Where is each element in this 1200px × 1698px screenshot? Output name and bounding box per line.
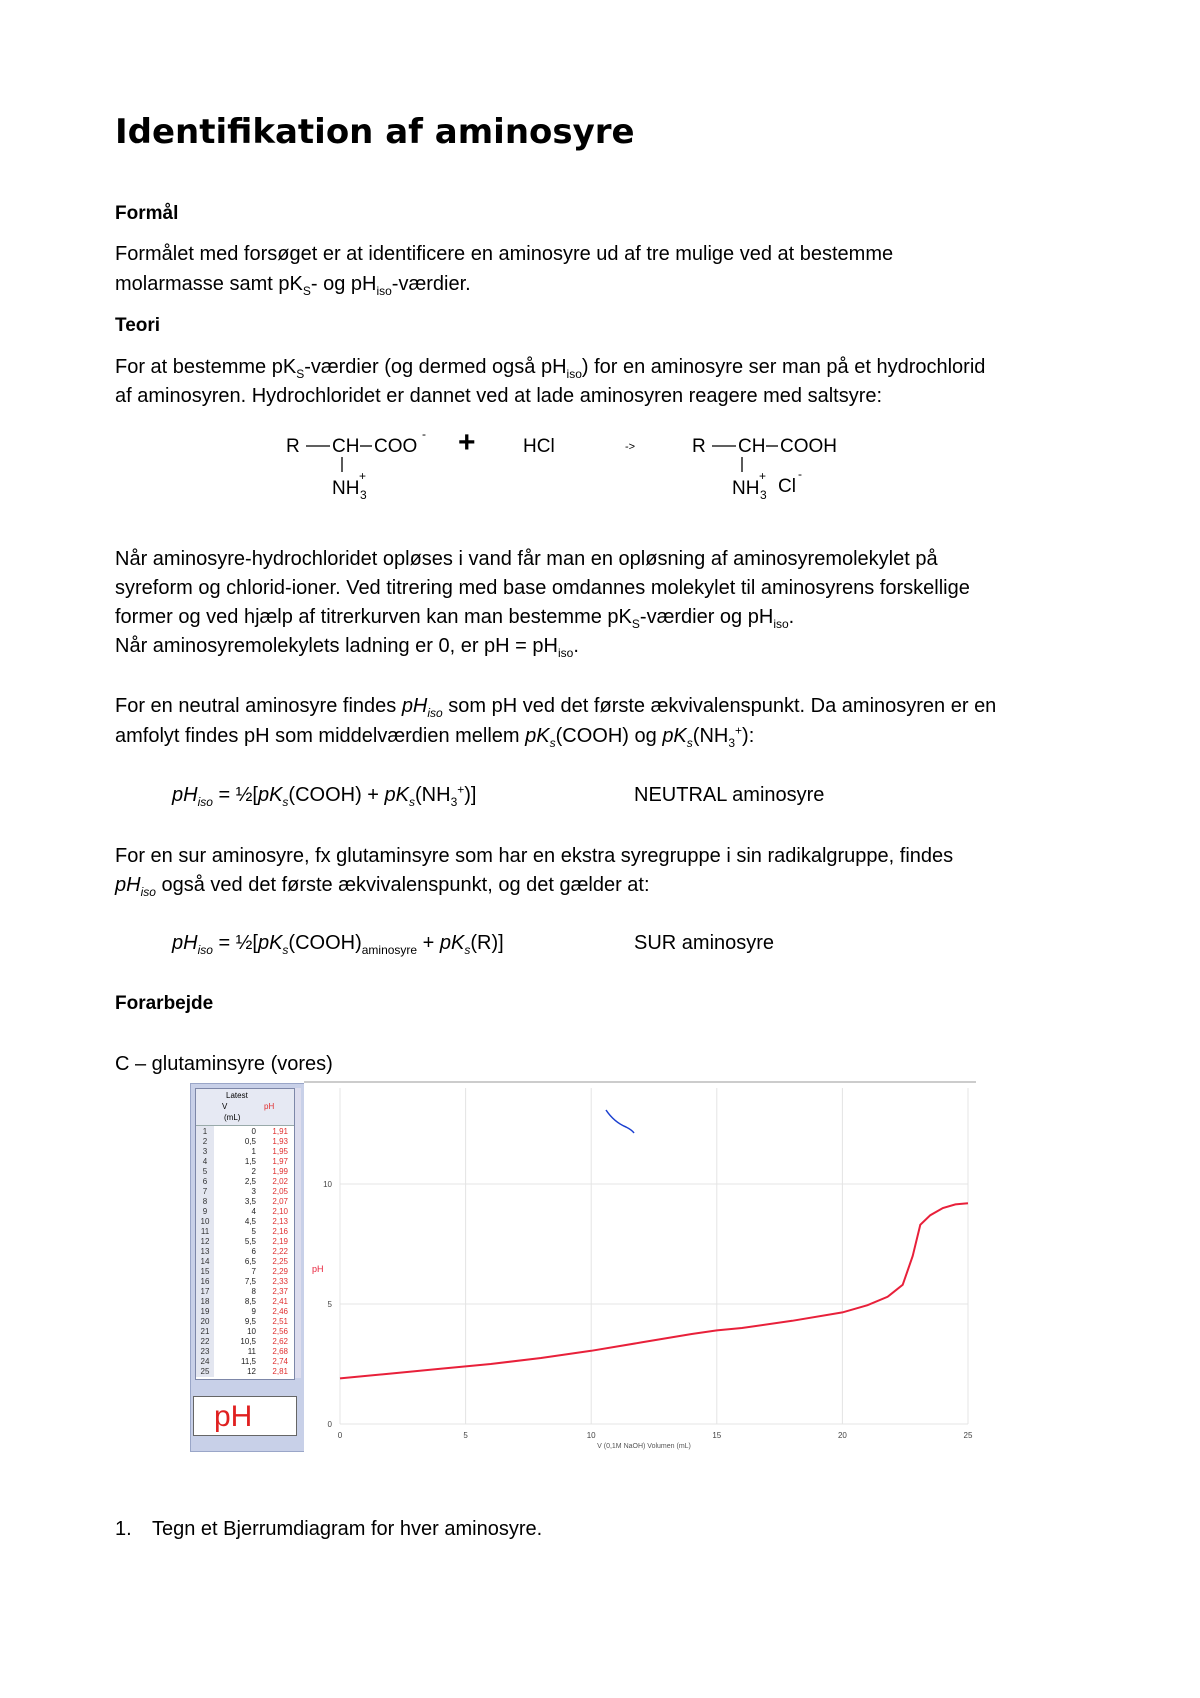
svg-text:+: + <box>759 469 767 483</box>
teori-line-2: af aminosyren. Hydrochloridet er dannet ved at lade aminosyren reagere med saltsyre: <box>115 385 883 407</box>
row-number: 3 <box>196 1146 214 1157</box>
volume-cell: 0,5 <box>244 1137 256 1146</box>
ph-display: pH <box>193 1396 297 1436</box>
reactant-nh: NH <box>332 478 360 499</box>
ph-cell: 2,51 <box>272 1317 288 1326</box>
volume-cell: 9 <box>251 1307 256 1316</box>
reaction-scheme <box>280 428 840 508</box>
volume-cell: 2 <box>251 1167 256 1176</box>
volume-cell: 11 <box>247 1347 256 1356</box>
row-number: 24 <box>196 1356 214 1367</box>
x-tick-label: 5 <box>463 1431 468 1440</box>
row-number: 1 <box>196 1126 214 1137</box>
page-title: Identifikation af aminosyre <box>115 112 635 152</box>
row-number: 20 <box>196 1316 214 1327</box>
section-heading-formaal: Formål <box>115 203 179 224</box>
row-number: 21 <box>196 1326 214 1337</box>
ph-cell: 2,74 <box>272 1357 288 1366</box>
teori-p2-line-2: syreform og chlorid-ioner. Ved titrering med base omdannes molekylet til aminosyrens forskellige <box>115 577 970 599</box>
ph-cell: 1,99 <box>272 1167 288 1176</box>
volume-cell: 10,5 <box>240 1337 256 1346</box>
row-number: 8 <box>196 1196 214 1207</box>
row-number: 18 <box>196 1296 214 1307</box>
glutaminsyre-heading: C – glutaminsyre (vores) <box>115 1053 333 1075</box>
x-tick-label: 20 <box>837 1431 847 1440</box>
ph-cell: 2,56 <box>272 1327 288 1336</box>
reactant-r: R <box>286 436 300 457</box>
product-ch: CH <box>738 436 766 457</box>
table-header: Latest V pH (mL) <box>196 1089 294 1126</box>
teori-p3-line-2: amfolyt findes pH som middelværdien mellem $pK_s(COOH)$ og $pK_s(NH_3^+)$: <box>115 723 755 750</box>
ph-cell: 2,68 <box>272 1347 288 1356</box>
equation-neutral: $pH_{iso}$ = $\frac{1}{2}[pK_s(COOH) + pK_s(NH_3^+)]$ <box>172 782 477 809</box>
ph-cell: 2,22 <box>272 1247 288 1256</box>
svg-text:3: 3 <box>760 488 767 502</box>
equation-neutral-label: NEUTRAL aminosyre <box>634 784 825 806</box>
volume-cell: 1,5 <box>244 1157 256 1166</box>
svg-text:+: + <box>359 469 367 483</box>
row-number: 19 <box>196 1306 214 1317</box>
equation-sur: $pH_{iso}$ = $\frac{1}{2}[pK_s(COOH)_{aminosyre} + pK_s(R)]$ <box>172 932 504 957</box>
x-tick-label: 25 <box>963 1431 973 1440</box>
hcl: HCl <box>523 436 555 457</box>
table-row[interactable] <box>196 1366 294 1377</box>
volume-cell: 6 <box>251 1247 256 1256</box>
volume-cell: 9,5 <box>244 1317 256 1326</box>
data-table-panel <box>190 1083 306 1452</box>
list-item-1-number: 1. <box>115 1518 132 1540</box>
x-tick-label: 15 <box>712 1431 722 1440</box>
section-heading-forarbejde: Forarbejde <box>115 993 214 1014</box>
row-number: 16 <box>196 1276 214 1287</box>
plus-sign: + <box>458 428 476 459</box>
teori-p4-line-2: $pH_{iso}$ også ved det første ækvivalenspunkt, og det gælder at: <box>115 874 650 899</box>
volume-cell: 8 <box>251 1287 256 1296</box>
product-nh: NH <box>732 478 760 499</box>
volume-cell: 2,5 <box>244 1177 256 1186</box>
reactant-coo: COO <box>374 436 418 457</box>
x-tick-label: 10 <box>586 1431 596 1440</box>
data-table[interactable] <box>195 1088 295 1380</box>
ph-cell: 1,95 <box>272 1147 288 1156</box>
ph-cell: 1,91 <box>272 1127 288 1136</box>
volume-cell: 8,5 <box>244 1297 256 1306</box>
formaal-line-1: Formålet med forsøget er at identificere en aminosyre ud af tre mulige ved at bestemme <box>115 243 894 265</box>
volume-cell: 4 <box>251 1207 256 1216</box>
volume-cell: 1 <box>251 1147 256 1156</box>
row-number: 6 <box>196 1176 214 1187</box>
volume-cell: 11,5 <box>241 1357 256 1366</box>
svg-text:3: 3 <box>360 488 367 502</box>
row-number: 9 <box>196 1206 214 1217</box>
titration-chart <box>304 1080 976 1452</box>
y-tick-label: 10 <box>323 1180 332 1189</box>
y-axis-label: pH <box>312 1264 324 1274</box>
ph-cell: 2,19 <box>272 1237 288 1246</box>
ph-cell: 2,13 <box>272 1217 288 1226</box>
row-number: 14 <box>196 1256 214 1267</box>
volume-cell: 10 <box>247 1327 256 1336</box>
equation-sur-label: SUR aminosyre <box>634 932 775 954</box>
ph-cell: 2,62 <box>272 1337 288 1346</box>
ph-cell: 2,37 <box>272 1287 288 1296</box>
volume-cell: 0 <box>251 1127 256 1136</box>
ph-cell: 2,10 <box>272 1207 288 1216</box>
volume-cell: 7 <box>251 1267 256 1276</box>
volume-cell: 3 <box>251 1187 256 1196</box>
volume-cell: 5,5 <box>244 1237 256 1246</box>
volume-cell: 12 <box>247 1367 256 1376</box>
product-cl: Cl <box>778 476 796 497</box>
teori-p3-line-1: For en neutral aminosyre findes $pH_{iso}$ som pH ved det første ækvivalenspunkt. Da aminosyren er en <box>115 695 997 720</box>
row-number: 11 <box>196 1226 214 1237</box>
teori-line-1: For at bestemme $pK_S$-værdier (og dermed også $pH_{iso}$) for en aminosyre ser man på et hydrochlorid <box>115 356 986 381</box>
row-number: 15 <box>196 1266 214 1277</box>
volume-cell: 3,5 <box>244 1197 256 1206</box>
svg-text:-: - <box>798 467 802 481</box>
volume-cell: 7,5 <box>244 1277 256 1286</box>
row-number: 4 <box>196 1156 214 1167</box>
reactant-ch: CH <box>332 436 360 457</box>
row-number: 13 <box>196 1246 214 1257</box>
teori-p2-line-4: Når aminosyremolekylets ladning er 0, er pH = $pH_{iso}$. <box>115 635 579 660</box>
ph-cell: 2,29 <box>272 1267 288 1276</box>
ph-cell: 2,25 <box>272 1257 288 1266</box>
formaal-line-2: molarmasse samt $pK_S-$ og $pH_{iso}$-værdier. <box>115 273 471 298</box>
row-number: 5 <box>196 1166 214 1177</box>
teori-p2-line-3: former og ved hjælp af titrerkurven kan man bestemme $pK_S$-værdier og $pH_{iso}$. <box>115 606 795 631</box>
row-number: 23 <box>196 1346 214 1357</box>
x-axis-label: V (0,1M NaOH) Volumen (mL) <box>597 1443 691 1450</box>
volume-cell: 6,5 <box>244 1257 256 1266</box>
section-heading-teori: Teori <box>115 315 161 336</box>
ph-cell: 2,02 <box>272 1177 288 1186</box>
volume-cell: 4,5 <box>244 1217 256 1226</box>
ph-cell: 2,81 <box>272 1367 288 1376</box>
ph-cell: 2,41 <box>272 1297 288 1306</box>
row-number: 10 <box>196 1216 214 1227</box>
ph-cell: 1,97 <box>272 1157 288 1166</box>
row-number: 25 <box>196 1366 214 1377</box>
ph-cell: 2,46 <box>272 1307 288 1316</box>
row-number: 12 <box>196 1236 214 1247</box>
teori-p2-line-1: Når aminosyre-hydrochloridet opløses i vand får man en opløsning af aminosyremolekylet på <box>115 548 938 570</box>
x-tick-label: 0 <box>337 1431 343 1440</box>
ph-cell: 2,33 <box>272 1277 288 1286</box>
row-number: 2 <box>196 1136 214 1147</box>
ph-cell: 2,16 <box>272 1227 288 1236</box>
reactant-minus: - <box>422 428 426 441</box>
product-cooh: COOH <box>780 436 837 457</box>
reaction-arrow: -> <box>625 441 636 453</box>
ph-cell: 2,07 <box>272 1197 288 1206</box>
product-r: R <box>692 436 706 457</box>
row-number: 7 <box>196 1186 214 1197</box>
table-scrollbar[interactable] <box>295 1088 301 1378</box>
list-item-1: Tegn et Bjerrumdiagram for hver aminosyre. <box>152 1518 543 1540</box>
ph-cell: 1,93 <box>272 1137 288 1146</box>
volume-cell: 5 <box>251 1227 256 1236</box>
row-number: 22 <box>196 1336 214 1347</box>
ph-cell: 2,05 <box>272 1187 288 1196</box>
row-number: 17 <box>196 1286 214 1297</box>
y-tick-label: 0 <box>327 1420 332 1429</box>
y-tick-label: 5 <box>327 1300 332 1309</box>
teori-p4-line-1: For en sur aminosyre, fx glutaminsyre som har en ekstra syregruppe i sin radikalgruppe, findes <box>115 845 954 867</box>
